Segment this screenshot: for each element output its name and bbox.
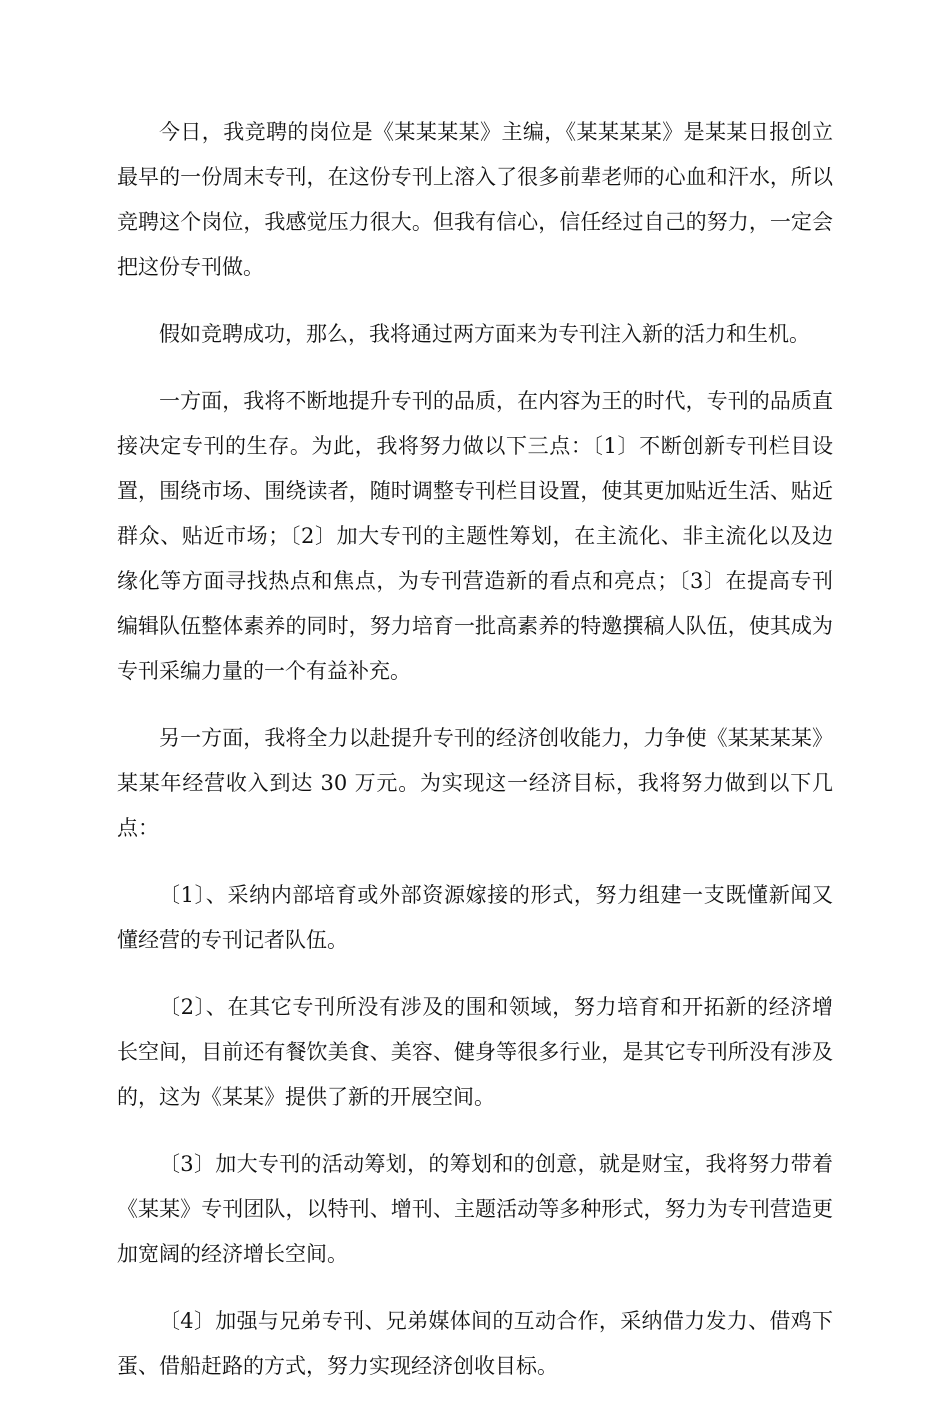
paragraph-quality: 一方面，我将不断地提升专刊的品质，在内容为王的时代，专刊的品质直接决定专刊的生存。为此，我将努力做以下三点：〔1〕不断创新专刊栏目设置，围绕市场、围绕读者，随时调整专刊栏目设置，使其更加贴近生活、贴近群众、贴近市场；〔2〕加大专刊的主题性筹划，在主流化、非主流化以及边缘化等方面寻找热点和焦点，为专刊营造新的看点和亮点；〔3〕在提高专刊编辑队伍整体素养的同时，努力培育一批高素养的特邀撰稿人队伍，使其成为专刊采编力量的一个有益补充。: [117, 389, 833, 683]
paragraph-point-1: 〔1〕、采纳内部培育或外部资源嫁接的形式，努力组建一支既懂新闻又懂经营的专刊记者队伍。: [117, 883, 833, 952]
paragraph-intro: 今日，我竞聘的岗位是《某某某某》主编，《某某某某》是某某日报创立最早的一份周末专刊，在这份专刊上溶入了很多前辈老师的心血和汗水，所以竞聘这个岗位，我感觉压力很大。但我有信心，信任经过自己的努力，一定会把这份专刊做。: [117, 120, 833, 279]
paragraph-plan: 假如竞聘成功，那么，我将通过两方面来为专刊注入新的活力和生机。: [159, 322, 810, 346]
document-body: [117, 110, 833, 1411]
paragraph-point-3: 〔3〕加大专刊的活动筹划，的筹划和的创意，就是财宝，我将努力带着《某某》专刊团队，以特刊、增刊、主题活动等多种形式，努力为专刊营造更加宽阔的经济增长空间。: [117, 1152, 833, 1266]
paragraph-point-2: 〔2〕、在其它专刊所没有涉及的围和领域，努力培育和开拓新的经济增长空间，目前还有餐饮美食、美容、健身等很多行业，是其它专刊所没有涉及的，这为《某某》提供了新的开展空间。: [117, 995, 833, 1109]
paragraph-revenue: 另一方面，我将全力以赴提升专刊的经济创收能力，力争使《某某某某》某某年经营收入到达 30 万元。为实现这一经济目标，我将努力做到以下几点：: [117, 726, 833, 840]
paragraph-point-4: 〔4〕加强与兄弟专刊、兄弟媒体间的互动合作，采纳借力发力、借鸡下蛋、借船赶路的方式，努力实现经济创收目标。: [117, 1309, 833, 1378]
